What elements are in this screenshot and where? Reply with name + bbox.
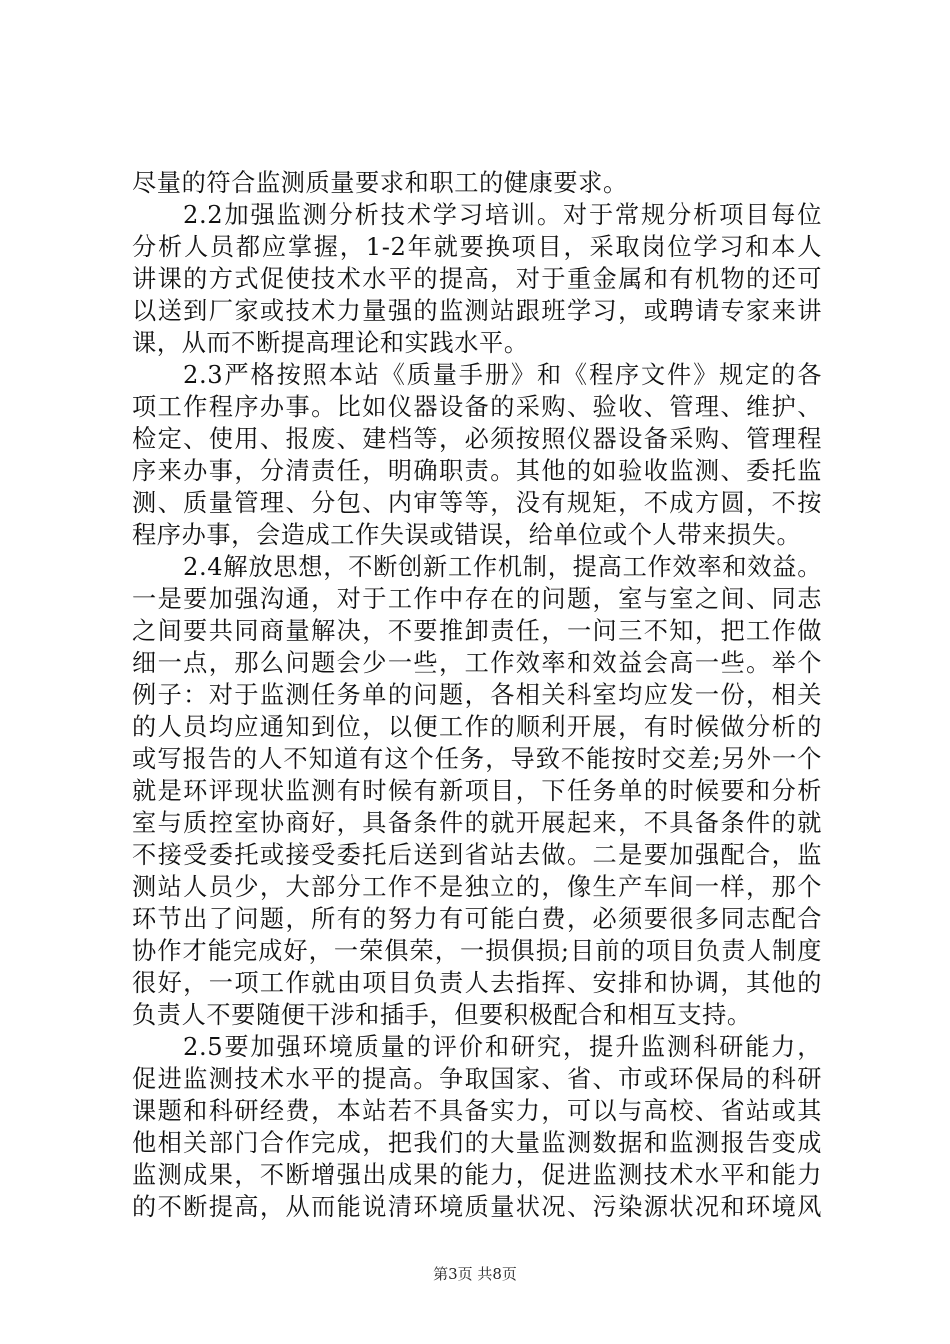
text-line: 检定、使用、报废、建档等，必须按照仪器设备采购、管理程 — [132, 425, 822, 453]
text-line: 环节出了问题，所有的努力有可能白费，必须要很多同志配合 — [132, 905, 822, 933]
page-footer: 第3页 共8页 — [433, 1265, 517, 1283]
body-text — [132, 167, 822, 1223]
text-line: 很好，一项工作就由项目负责人去指挥、安排和协调，其他的 — [132, 969, 822, 997]
text-line: 分析人员都应掌握，1-2年就要换项目，采取岗位学习和本人 — [132, 233, 822, 261]
text-line: 课，从而不断提高理论和实践水平。 — [132, 329, 529, 357]
text-line: 的人员均应通知到位，以便工作的顺利开展，有时候做分析的 — [132, 713, 822, 741]
text-line: 促进监测技术水平的提高。争取国家、省、市或环保局的科研 — [132, 1065, 822, 1093]
text-line: 或写报告的人不知道有这个任务，导致不能按时交差;另外一个 — [132, 745, 822, 773]
text-line: 协作才能完成好，一荣俱荣，一损俱损;目前的项目负责人制度 — [132, 937, 822, 965]
text-line: 2.4解放思想，不断创新工作机制，提高工作效率和效益。 — [183, 553, 822, 581]
text-line: 测、质量管理、分包、内审等等，没有规矩，不成方圆，不按 — [132, 489, 822, 517]
text-line: 以送到厂家或技术力量强的监测站跟班学习，或聘请专家来讲 — [132, 297, 822, 325]
text-line: 不接受委托或接受委托后送到省站去做。二是要加强配合，监 — [132, 841, 822, 869]
text-line: 讲课的方式促使技术水平的提高，对于重金属和有机物的还可 — [132, 265, 822, 293]
text-line: 他相关部门合作完成，把我们的大量监测数据和监测报告变成 — [132, 1129, 822, 1157]
text-line: 的不断提高，从而能说清环境质量状况、污染源状况和环境风 — [132, 1193, 822, 1221]
text-line: 2.5要加强环境质量的评价和研究，提升监测科研能力， — [183, 1033, 822, 1061]
text-line: 尽量的符合监测质量要求和职工的健康要求。 — [132, 169, 628, 197]
text-line: 例子：对于监测任务单的问题，各相关科室均应发一份，相关 — [132, 681, 822, 709]
text-line: 监测成果，不断增强出成果的能力，促进监测技术水平和能力 — [132, 1161, 822, 1189]
text-line: 序来办事，分清责任，明确职责。其他的如验收监测、委托监 — [132, 457, 822, 485]
text-line: 程序办事，会造成工作失误或错误，给单位或个人带来损失。 — [132, 521, 802, 549]
text-line: 2.2加强监测分析技术学习培训。对于常规分析项目每位 — [183, 201, 822, 229]
text-line: 测站人员少，大部分工作不是独立的，像生产车间一样，那个 — [132, 873, 822, 901]
text-line: 就是环评现状监测有时候有新项目，下任务单的时候要和分析 — [132, 777, 822, 805]
text-line: 之间要共同商量解决，不要推卸责任，一问三不知，把工作做 — [132, 617, 822, 645]
text-line: 课题和科研经费，本站若不具备实力，可以与高校、省站或其 — [132, 1097, 822, 1125]
text-line: 一是要加强沟通，对于工作中存在的问题，室与室之间、同志 — [132, 585, 822, 613]
text-line: 室与质控室协商好，具备条件的就开展起来，不具备条件的就 — [132, 809, 822, 837]
text-line: 2.3严格按照本站《质量手册》和《程序文件》规定的各 — [183, 361, 822, 389]
text-line: 项工作程序办事。比如仪器设备的采购、验收、管理、维护、 — [132, 393, 822, 421]
text-line: 细一点，那么问题会少一些，工作效率和效益会高一些。举个 — [132, 649, 822, 677]
text-line: 负责人不要随便干涉和插手，但要积极配合和相互支持。 — [132, 1001, 752, 1029]
